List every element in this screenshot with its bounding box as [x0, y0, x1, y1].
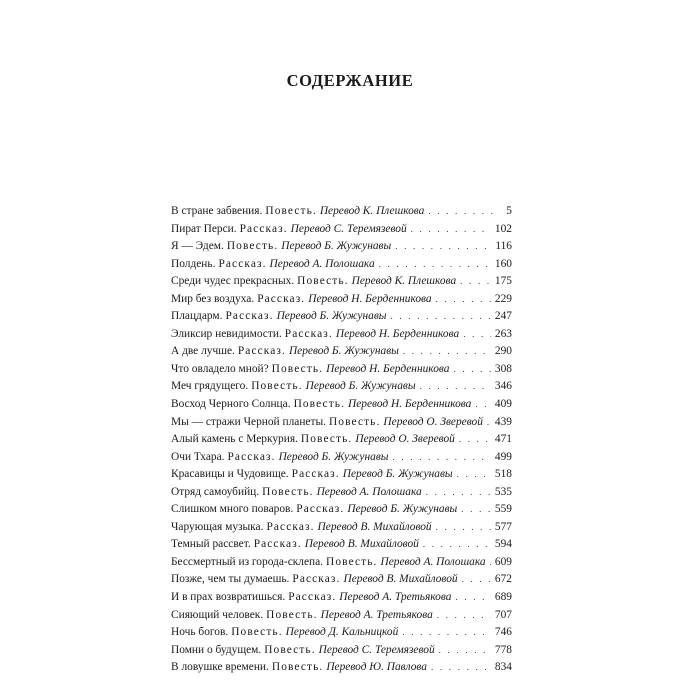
toc-entry — [171, 378, 512, 396]
entry-genre: Повесть. — [297, 275, 349, 288]
entry-title: Слишком много поваров. — [171, 503, 294, 516]
entry-genre: Рассказ. — [291, 468, 340, 481]
dot-leader — [457, 466, 491, 484]
entry-genre: Рассказ. — [225, 310, 274, 323]
entry-genre: Повесть. — [226, 240, 279, 253]
dot-leader — [463, 326, 491, 344]
entry-page-number: 409 — [494, 398, 512, 411]
entry-genre: Рассказ. — [288, 591, 337, 604]
entry-title: Восход Черного Солнца. — [171, 398, 291, 411]
entry-title: Бессмертный из города-склепа. — [171, 555, 324, 568]
entry-title: Мы — стражи Черной планеты. — [171, 415, 326, 428]
entry-title: Красавицы и Чудовище. — [171, 468, 289, 481]
entry-page-number: 499 — [494, 450, 512, 463]
entry-page-number: 594 — [494, 538, 512, 551]
entry-translator: Перевод О. Зверевой — [383, 415, 483, 428]
toc-entry — [171, 291, 512, 309]
entry-translator: Перевод Б. Жужунавы — [278, 450, 389, 463]
entry-translator: Перевод Н. Берденникова — [335, 327, 460, 340]
entry-genre: Повесть. — [265, 205, 317, 217]
entry-genre: Повесть. — [300, 433, 353, 446]
entry-genre: Повесть. — [266, 608, 318, 621]
entry-title: Алый камень с Меркурия. — [171, 433, 298, 446]
entry-translator: Перевод О. Зверевой — [355, 433, 455, 446]
entry-translator: Перевод Б. Жужунавы — [281, 240, 392, 253]
entry-translator: Перевод Н. Берденникова — [326, 362, 450, 375]
entry-translator: Перевод К. Плешкова — [319, 205, 425, 217]
toc-entry — [171, 203, 512, 221]
entry-page-number: 5 — [506, 205, 512, 217]
dot-leader — [461, 501, 491, 519]
entry-translator: Перевод Ю. Павлова — [326, 661, 427, 674]
toc-entry — [171, 221, 512, 239]
entry-translator: Перевод В. Михайловой — [343, 573, 458, 586]
entry-genre: Рассказ. — [253, 538, 302, 551]
entry-title: Отряд самоубийц. — [171, 485, 260, 498]
dot-leader — [462, 571, 491, 589]
entry-translator: Перевод Б. Жужунавы — [276, 310, 387, 323]
toc-entry — [171, 659, 512, 677]
dot-leader — [459, 431, 491, 449]
toc-entry — [171, 484, 512, 502]
entry-genre: Повесть. — [262, 485, 314, 498]
entry-translator: Перевод А. Полошака — [269, 257, 375, 270]
toc-entry — [171, 414, 512, 432]
entry-title: Помни о будущем. — [171, 643, 262, 656]
toc-entry — [171, 501, 512, 519]
entry-page-number: 518 — [494, 468, 512, 481]
entry-translator: Перевод С. Теремязевой — [318, 643, 435, 656]
toc-entry — [171, 554, 512, 572]
toc-entry — [171, 607, 512, 625]
entry-page-number: 609 — [494, 555, 512, 568]
entry-page-number: 175 — [494, 275, 512, 288]
entry-translator: Перевод С. Теремязевой — [290, 222, 407, 235]
entry-genre: Рассказ. — [296, 503, 345, 516]
entry-title: Среди чудес прекрасных. — [171, 275, 295, 288]
dot-leader — [428, 203, 494, 221]
entry-genre: Повесть. — [293, 398, 346, 411]
toc-entry — [171, 449, 512, 467]
toc-entry — [171, 326, 512, 344]
dot-leader — [437, 607, 491, 625]
dot-leader — [490, 554, 491, 572]
entry-page-number: 577 — [494, 520, 512, 533]
entry-page-number: 346 — [494, 380, 512, 393]
entry-title: Чарующая музыка. — [171, 520, 264, 533]
toc-entry — [171, 589, 512, 607]
table-of-contents — [171, 203, 512, 677]
entry-title: Сияющий человек. — [171, 608, 264, 621]
dot-leader — [403, 343, 491, 361]
entry-genre: Повесть. — [251, 380, 303, 393]
entry-translator: Перевод Б. Жужунавы — [288, 345, 399, 358]
dot-leader — [436, 519, 491, 537]
entry-translator: Перевод Б. Жужунавы — [342, 468, 453, 481]
entry-translator: Перевод А. Полошака — [316, 485, 422, 498]
toc-entry — [171, 642, 512, 660]
entry-translator: Перевод Д. Кальницкой — [285, 626, 399, 639]
dot-leader — [379, 256, 491, 274]
toc-entry — [171, 256, 512, 274]
entry-genre: Повесть. — [328, 415, 381, 428]
entry-genre: Рассказ. — [266, 520, 315, 533]
entry-page-number: 559 — [494, 503, 512, 516]
entry-page-number: 308 — [494, 362, 512, 375]
entry-page-number: 707 — [494, 608, 512, 621]
toc-entry — [171, 466, 512, 484]
dot-leader — [455, 589, 490, 607]
entry-title: И в прах возвратишься. — [171, 591, 286, 604]
entry-genre: Повесть. — [231, 626, 283, 639]
dot-leader — [487, 414, 491, 432]
entry-genre: Рассказ. — [292, 573, 341, 586]
entry-title: Темный рассвет. — [171, 538, 251, 551]
entry-page-number: 160 — [494, 257, 512, 270]
entry-page-number: 689 — [494, 591, 512, 604]
dot-leader — [402, 624, 491, 642]
toc-entry — [171, 343, 512, 361]
entry-genre: Повесть. — [271, 362, 324, 375]
toc-entry — [171, 396, 512, 414]
entry-page-number: 263 — [494, 327, 512, 340]
entry-genre: Повесть. — [326, 555, 378, 568]
entry-genre: Рассказ. — [218, 257, 267, 270]
entry-translator: Перевод А. Полошака — [380, 555, 486, 568]
toc-entry — [171, 536, 512, 554]
dot-leader — [431, 659, 491, 677]
toc-entry — [171, 431, 512, 449]
dot-leader — [391, 308, 491, 326]
entry-translator: Перевод Б. Жужунавы — [305, 380, 416, 393]
dot-leader — [420, 378, 491, 396]
toc-entry — [171, 361, 512, 379]
toc-entry — [171, 519, 512, 537]
entry-page-number: 102 — [494, 222, 512, 235]
entry-page-number: 229 — [494, 292, 512, 305]
entry-page-number: 834 — [494, 661, 512, 674]
entry-genre: Повесть. — [264, 643, 316, 656]
entry-title: В ловушке времени. — [171, 661, 269, 674]
dot-leader — [439, 642, 491, 660]
entry-title: Позже, чем ты думаешь. — [171, 573, 290, 586]
dot-leader — [436, 291, 491, 309]
entry-page-number: 247 — [494, 310, 512, 323]
toc-entry — [171, 308, 512, 326]
dot-leader — [395, 238, 491, 256]
dot-leader — [460, 273, 491, 291]
dot-leader — [411, 221, 491, 239]
entry-title: В стране забвения. — [171, 205, 263, 217]
entry-translator: Перевод Н. Берденникова — [308, 292, 432, 305]
dot-leader — [423, 536, 491, 554]
dot-leader — [475, 396, 491, 414]
page-title: СОДЕРЖАНИЕ — [286, 71, 414, 90]
dot-leader — [426, 484, 491, 502]
entry-genre: Рассказ. — [239, 222, 288, 235]
entry-genre: Рассказ. — [237, 345, 286, 358]
entry-translator: Перевод А. Третьякова — [320, 608, 433, 621]
entry-title: Я — Эдем. — [171, 240, 224, 253]
entry-page-number: 290 — [494, 345, 512, 358]
entry-page-number: 471 — [494, 433, 512, 446]
entry-page-number: 535 — [494, 485, 512, 498]
entry-genre: Рассказ. — [227, 450, 276, 463]
toc-entry — [171, 238, 512, 256]
dot-leader — [393, 449, 491, 467]
entry-genre: Рассказ. — [284, 327, 333, 340]
entry-page-number: 746 — [494, 626, 512, 639]
entry-page-number: 116 — [495, 240, 512, 253]
entry-title: Мир без воздуха. — [171, 292, 255, 305]
entry-translator: Перевод А. Третьякова — [339, 591, 452, 604]
entry-title: Очи Тхара. — [171, 450, 225, 463]
entry-translator: Перевод Н. Берденникова — [348, 398, 472, 411]
entry-page-number: 778 — [494, 643, 512, 656]
entry-translator: Перевод В. Михайловой — [304, 538, 419, 551]
entry-title: Эликсир невидимости. — [171, 327, 282, 340]
toc-entry — [171, 273, 512, 291]
entry-translator: Перевод В. Михайловой — [317, 520, 432, 533]
entry-translator: Перевод К. Плешкова — [351, 275, 457, 288]
entry-title: Полдень. — [171, 257, 216, 270]
dot-leader — [453, 361, 490, 379]
entry-page-number: 672 — [494, 573, 512, 586]
toc-entry — [171, 624, 512, 642]
entry-genre: Повесть. — [271, 661, 324, 674]
entry-translator: Перевод Б. Жужунавы — [347, 503, 458, 516]
entry-genre: Рассказ. — [257, 292, 306, 305]
entry-title: Пират Перси. — [171, 222, 237, 235]
entry-title: А две лучше. — [171, 345, 235, 358]
entry-page-number: 439 — [494, 415, 512, 428]
entry-title: Ночь богов. — [171, 626, 229, 639]
entry-title: Что овладело мной? — [171, 362, 269, 375]
entry-title: Плацдарм. — [171, 310, 223, 323]
entry-title: Меч грядущего. — [171, 380, 249, 393]
toc-entry — [171, 571, 512, 589]
